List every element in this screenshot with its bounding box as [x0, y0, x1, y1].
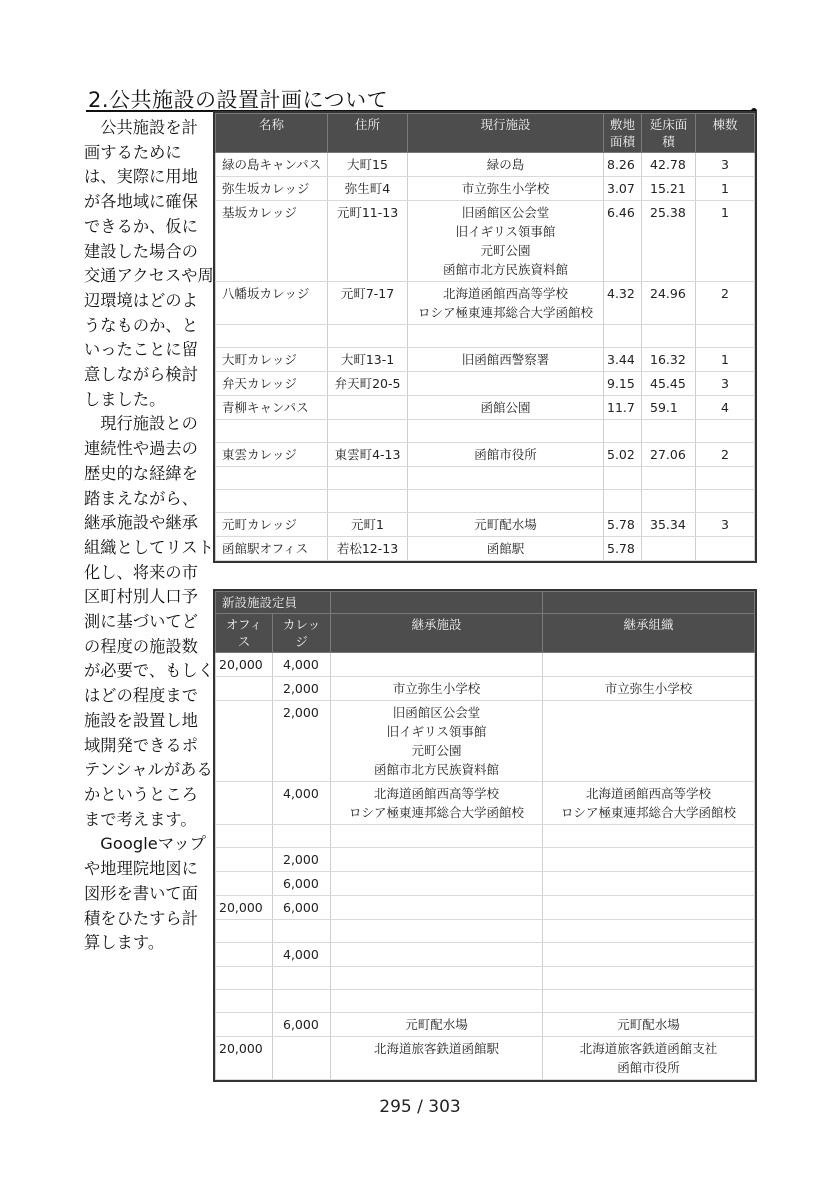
- table-cell: 3.44: [604, 348, 642, 372]
- table-cell: 元町7-17: [328, 282, 408, 325]
- table-header-row: [216, 614, 755, 653]
- page-separator: /: [411, 1097, 429, 1117]
- column-header: 名称: [216, 114, 328, 153]
- table-cell: [543, 825, 755, 848]
- table-cell: [642, 420, 696, 443]
- table-cell: [273, 1037, 331, 1080]
- table-cell: 元町カレッジ: [216, 513, 328, 537]
- table-cell: 1: [696, 348, 755, 372]
- table-cell: [328, 420, 408, 443]
- table-cell: [216, 420, 328, 443]
- table-cell: [216, 1013, 273, 1037]
- table-cell: 9.15: [604, 372, 642, 396]
- table-cell: [543, 920, 755, 943]
- table-cell: 旧函館西警察署: [408, 348, 604, 372]
- table-cell: 35.34: [642, 513, 696, 537]
- table-cell: [696, 537, 755, 561]
- table-cell: 緑の島キャンパス: [216, 153, 328, 177]
- table-row: [216, 825, 755, 848]
- table-cell: [604, 325, 642, 348]
- table-cell: [543, 967, 755, 990]
- table-cell: [642, 467, 696, 490]
- table-cell: [216, 677, 273, 701]
- table-cell: 北海道旅客鉄道函館支社 函館市役所: [543, 1037, 755, 1080]
- table-cell: [328, 325, 408, 348]
- table-cell: 27.06: [642, 443, 696, 467]
- paragraph: Googleマップや地理院地図に図形を書いて面積をひたすら計算します。: [84, 834, 207, 953]
- table-cell: [642, 325, 696, 348]
- table-cell: [408, 325, 604, 348]
- table-cell: 2,000: [273, 677, 331, 701]
- table-cell: [216, 990, 273, 1013]
- table-row: [216, 348, 755, 372]
- table-cell: [216, 848, 273, 872]
- table-cell: 大町15: [328, 153, 408, 177]
- table-cell: 42.78: [642, 153, 696, 177]
- page-number: [0, 1097, 840, 1117]
- table-cell: 3: [696, 372, 755, 396]
- table-cell: [331, 920, 543, 943]
- table-cell: [543, 653, 755, 677]
- table-cell: [216, 490, 328, 513]
- table-cell: 市立弥生小学校: [331, 677, 543, 701]
- table-cell: 市立弥生小学校: [408, 177, 604, 201]
- table-row: [216, 372, 755, 396]
- table-cell: 青柳キャンパス: [216, 396, 328, 420]
- table-cell: [216, 467, 328, 490]
- table-cell: 1: [696, 201, 755, 282]
- table-cell: 4.32: [604, 282, 642, 325]
- table-cell: 20,000: [216, 896, 273, 920]
- table-cell: [604, 490, 642, 513]
- table-cell: [408, 490, 604, 513]
- table-cell: 4,000: [273, 943, 331, 967]
- table-cell: 元町1: [328, 513, 408, 537]
- table-cell: [216, 782, 273, 825]
- table-row: [216, 201, 755, 282]
- table-cell: [696, 420, 755, 443]
- table-cell: 20,000: [216, 653, 273, 677]
- table-cell: 東雲カレッジ: [216, 443, 328, 467]
- table-cell: 函館公園: [408, 396, 604, 420]
- table-cell: 3: [696, 153, 755, 177]
- table-cell: 5.02: [604, 443, 642, 467]
- table-cell: 3.07: [604, 177, 642, 201]
- table-row: [216, 1037, 755, 1080]
- table-cell: 市立弥生小学校: [543, 677, 755, 701]
- column-header: 現行施設: [408, 114, 604, 153]
- table-cell: [642, 537, 696, 561]
- table-header-row: [216, 114, 755, 153]
- column-header: 住所: [328, 114, 408, 153]
- table-cell: [216, 825, 273, 848]
- total-pages: 303: [428, 1097, 461, 1117]
- table-row: [216, 896, 755, 920]
- table-cell: [273, 825, 331, 848]
- table-cell: 4,000: [273, 653, 331, 677]
- table-cell: 45.45: [642, 372, 696, 396]
- table-cell: 弁天カレッジ: [216, 372, 328, 396]
- table-row: [216, 677, 755, 701]
- table-cell: 北海道旅客鉄道函館駅: [331, 1037, 543, 1080]
- table-cell: [408, 467, 604, 490]
- table-cell: [543, 701, 755, 782]
- table-cell: 北海道函館西高等学校 ロシア極東連邦総合大学函館校: [408, 282, 604, 325]
- column-header: カレッ ジ: [273, 614, 331, 653]
- table-cell: 緑の島: [408, 153, 604, 177]
- column-header: 継承組織: [543, 614, 755, 653]
- table-cell: 2,000: [273, 701, 331, 782]
- table-cell: 20,000: [216, 1037, 273, 1080]
- table-row: [216, 848, 755, 872]
- table-cell: [696, 490, 755, 513]
- table-cell: 北海道函館西高等学校 ロシア極東連邦総合大学函館校: [543, 782, 755, 825]
- table-cell: 元町配水場: [408, 513, 604, 537]
- table-cell: 6,000: [273, 1013, 331, 1037]
- column-header: 延床面 積: [642, 114, 696, 153]
- table-cell: 6,000: [273, 896, 331, 920]
- table-cell: 6.46: [604, 201, 642, 282]
- table-row: [216, 967, 755, 990]
- table-row: [216, 490, 755, 513]
- table-cell: [331, 825, 543, 848]
- table-row: [216, 1013, 755, 1037]
- table-cell: 旧函館区公会堂 旧イギリス領事館 元町公園 函館市北方民族資料館: [331, 701, 543, 782]
- table-cell: 6,000: [273, 872, 331, 896]
- table-cell: [216, 701, 273, 782]
- column-header: オフィ ス: [216, 614, 273, 653]
- table-cell: [273, 967, 331, 990]
- table-cell: 4,000: [273, 782, 331, 825]
- table-cell: 大町13-1: [328, 348, 408, 372]
- table-cell: [331, 872, 543, 896]
- table-cell: 5.78: [604, 513, 642, 537]
- paragraph: 現行施設との連続性や過去の歴史的な経緯を踏まえながら、継承施設や継承組織としてリスト化し、将来の市区町村別人口予測に基づいてどの程度の施設数が必要で、もしくはどの程度まで施設を設置し地域開発できるポテンシャルがあるかというところまで考えます。: [84, 414, 214, 829]
- table-cell: 元町11-13: [328, 201, 408, 282]
- body-text: [84, 116, 214, 956]
- table-cell: [216, 872, 273, 896]
- table-cell: [216, 920, 273, 943]
- table-cell: 15.21: [642, 177, 696, 201]
- paragraph: 公共施設を計画するためには、実際に用地が各地域に確保できるか、仮に建設した場合の交通アクセスや周辺環境はどのようなものか、といったことに留意しながら検討しました。: [84, 118, 214, 409]
- capacity-group-header: 新設施設定員: [216, 592, 331, 614]
- table-cell: 北海道函館西高等学校 ロシア極東連邦総合大学函館校: [331, 782, 543, 825]
- table-row: [216, 325, 755, 348]
- table-cell: 大町カレッジ: [216, 348, 328, 372]
- table-cell: 2: [696, 282, 755, 325]
- table-cell: [408, 372, 604, 396]
- table-cell: [328, 467, 408, 490]
- table-cell: 基坂カレッジ: [216, 201, 328, 282]
- table-cell: [543, 943, 755, 967]
- table-row: [216, 782, 755, 825]
- table-cell: 八幡坂カレッジ: [216, 282, 328, 325]
- table-cell: 元町配水場: [543, 1013, 755, 1037]
- table-cell: 2,000: [273, 848, 331, 872]
- table-row: [216, 920, 755, 943]
- table-cell: 8.26: [604, 153, 642, 177]
- table-cell: [331, 943, 543, 967]
- group-header-spacer: [331, 592, 543, 614]
- table-cell: [408, 420, 604, 443]
- table-row: [216, 177, 755, 201]
- table-cell: 24.96: [642, 282, 696, 325]
- table-cell: [331, 653, 543, 677]
- table-cell: [273, 920, 331, 943]
- table-cell: [328, 490, 408, 513]
- table-cell: [604, 467, 642, 490]
- table-cell: [331, 990, 543, 1013]
- table-row: [216, 420, 755, 443]
- table-row: [216, 153, 755, 177]
- table-cell: 16.32: [642, 348, 696, 372]
- table-cell: [328, 396, 408, 420]
- heading-underline: [86, 110, 754, 112]
- table-cell: 25.38: [642, 201, 696, 282]
- table-row: [216, 396, 755, 420]
- column-header: 敷地 面積: [604, 114, 642, 153]
- table-cell: 函館市役所: [408, 443, 604, 467]
- table-cell: 1: [696, 177, 755, 201]
- table-row: [216, 467, 755, 490]
- table-row: [216, 513, 755, 537]
- table-cell: [543, 848, 755, 872]
- table-cell: 若松12-13: [328, 537, 408, 561]
- table-cell: [216, 325, 328, 348]
- table-row: [216, 282, 755, 325]
- table-cell: 3: [696, 513, 755, 537]
- table-cell: 59.1: [642, 396, 696, 420]
- group-header-spacer: [543, 592, 755, 614]
- table-cell: [543, 872, 755, 896]
- column-header: 棟数: [696, 114, 755, 153]
- table-cell: [216, 967, 273, 990]
- table-row: [216, 443, 755, 467]
- current-page: 295: [379, 1097, 412, 1117]
- table-cell: 11.7: [604, 396, 642, 420]
- new-facilities-table: [215, 591, 755, 1080]
- table-cell: [642, 490, 696, 513]
- table-row: [216, 701, 755, 782]
- table-cell: 東雲町4-13: [328, 443, 408, 467]
- table-cell: 函館駅: [408, 537, 604, 561]
- table-cell: [216, 943, 273, 967]
- table-row: [216, 943, 755, 967]
- table-cell: 弥生町4: [328, 177, 408, 201]
- table-cell: [543, 896, 755, 920]
- table-row: [216, 872, 755, 896]
- table-cell: 旧函館区公会堂 旧イギリス領事館 元町公園 函館市北方民族資料館: [408, 201, 604, 282]
- table-cell: [696, 325, 755, 348]
- table-cell: 4: [696, 396, 755, 420]
- table-cell: [331, 848, 543, 872]
- table-group-header-row: [216, 592, 755, 614]
- table-cell: 弥生坂カレッジ: [216, 177, 328, 201]
- table-cell: 5.78: [604, 537, 642, 561]
- table-row: [216, 537, 755, 561]
- table-cell: 2: [696, 443, 755, 467]
- table-cell: 弁天町20-5: [328, 372, 408, 396]
- table-row: [216, 990, 755, 1013]
- table-cell: [696, 467, 755, 490]
- table-cell: [543, 990, 755, 1013]
- table-cell: 函館駅オフィス: [216, 537, 328, 561]
- current-facilities-table: [215, 113, 755, 561]
- table-cell: [331, 967, 543, 990]
- table-row: [216, 653, 755, 677]
- table-cell: [331, 896, 543, 920]
- table-cell: 元町配水場: [331, 1013, 543, 1037]
- section-heading: 2.公共施設の設置計画について: [88, 88, 389, 112]
- table-cell: [604, 420, 642, 443]
- table-cell: [273, 990, 331, 1013]
- column-header: 継承施設: [331, 614, 543, 653]
